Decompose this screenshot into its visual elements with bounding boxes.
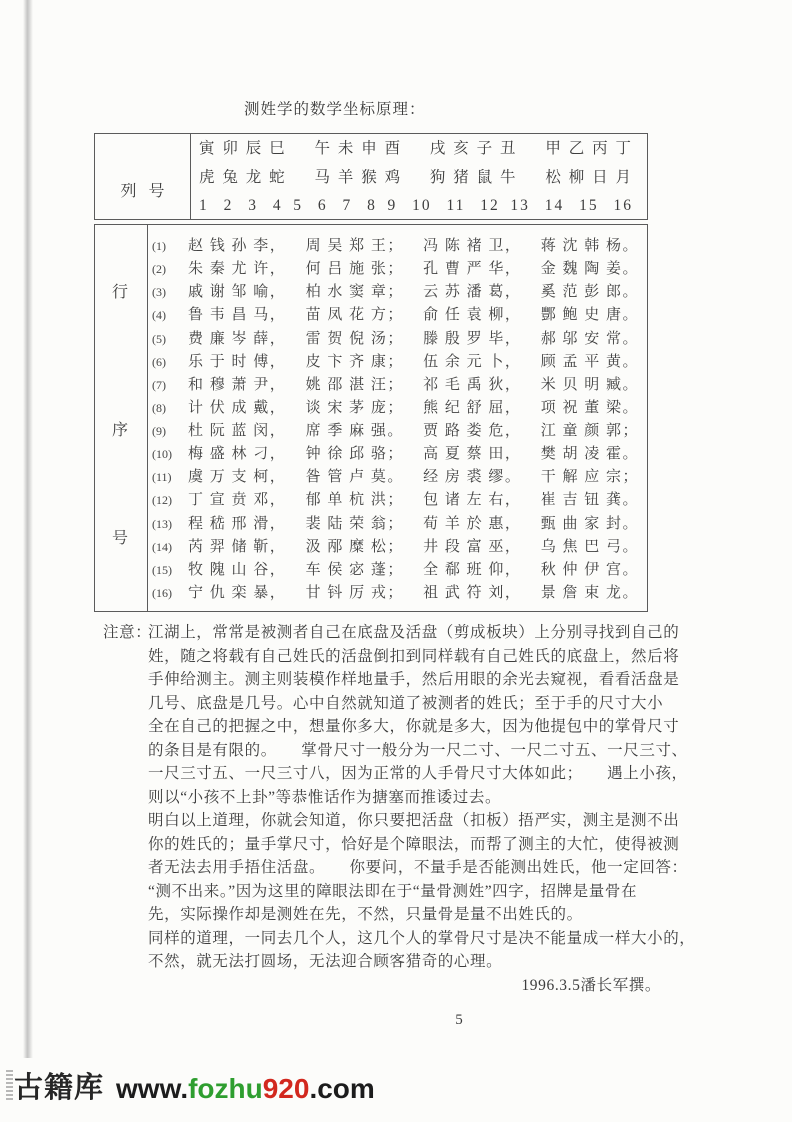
surname-group: 梅 盛 林 刁， — [188, 446, 287, 463]
note-line: 明白以上道理，你就会知道，你只要把活盘（扣板）捂严实，测主是测不出 — [148, 812, 680, 829]
surname-group: 虞 万 支 柯， — [188, 469, 287, 486]
surname-group: 周 吴 郑 王； — [305, 238, 404, 254]
surname-group: 云 苏 潘 葛， — [423, 284, 522, 301]
surname-group: 戚 谢 邹 喻， — [188, 284, 287, 301]
row-surnames — [188, 280, 641, 301]
note-line: 姓，随之将载有自己姓氏的活盘倒扣到同样载有自己姓氏的底盘上，然后将 — [148, 647, 680, 665]
surname-group: 宁 仇 栾 暴， — [188, 584, 287, 601]
surname-group: 郝 邬 安 常。 — [540, 330, 639, 347]
note-line: 者无法去用手捂住活盘。 你要问，不量手是否能测出姓氏，他一定回答： — [148, 859, 688, 876]
surname-group: 和 穆 萧 尹， — [188, 376, 287, 393]
surname-group: 朱 秦 尤 许， — [188, 261, 287, 278]
surname-group: 金 魏 陶 姜。 — [540, 261, 639, 278]
watermark-url-920: 920 — [262, 1073, 310, 1104]
surname-group: 崔 吉 钮 龚。 — [540, 492, 639, 509]
signature-date: 1996.3.5潘长军撰。 — [521, 976, 661, 994]
surname-group: 郁 单 杭 洪； — [305, 492, 404, 509]
earthly-branches-row — [199, 140, 633, 158]
row-number: (13) — [152, 516, 172, 531]
surname-group: 苗 凤 花 方； — [305, 307, 404, 324]
number-group: 9 10 11 12 — [387, 197, 500, 215]
note-label: 注意： — [103, 624, 152, 641]
note-line: 同样的道理，一同去几个人，这几个人的掌骨尺寸是决不能量成一样大小的， — [148, 929, 696, 947]
branch-group: 午 未 申 酉 — [314, 140, 403, 157]
surname-group: 牧 隗 山 谷， — [188, 561, 287, 578]
table-row — [150, 280, 641, 301]
surname-group: 项 祝 董 梁。 — [540, 399, 639, 416]
row-number: (14) — [152, 539, 172, 554]
surname-group: 全 郗 班 仰， — [423, 561, 522, 578]
surname-group: 井 段 富 巫， — [423, 538, 522, 555]
animal-group: 松 柳 日 月 — [545, 168, 633, 186]
animal-group: 虎 兔 龙 蛇 — [199, 168, 287, 186]
column-header-cells — [191, 134, 647, 219]
surname-group: 柏 水 窦 章； — [305, 284, 404, 301]
surname-group: 芮 羿 储 靳， — [188, 538, 287, 555]
surname-group: 包 诸 左 右， — [423, 492, 522, 509]
row-surnames — [188, 465, 641, 486]
surname-group: 景 詹 束 龙。 — [540, 584, 639, 601]
surname-group: 贾 路 娄 危， — [423, 423, 522, 439]
row-number: (2) — [152, 262, 166, 277]
row-axis-label: 行 — [112, 284, 129, 301]
surname-group: 姚 邵 湛 汪； — [305, 376, 404, 393]
animal-group: 马 羊 猴 鸡 — [314, 168, 403, 186]
surname-group: 奚 范 彭 郎。 — [540, 284, 639, 301]
surname-group: 鲁 韦 昌 马， — [188, 307, 287, 324]
page-number: 5 — [455, 1012, 463, 1028]
note-line: “测不出来。”因为这里的障眼法即在于“量骨测姓”四字，招牌是量骨在 — [148, 882, 638, 900]
watermark-site-name: 古籍库 — [14, 1072, 105, 1104]
surname-group: 汲 邴 糜 松； — [305, 538, 404, 555]
table-row — [150, 350, 641, 371]
surname-group: 甄 曲 家 封。 — [540, 515, 639, 532]
number-group: 1 2 3 4 — [199, 197, 283, 215]
branch-group: 戌 亥 子 丑 — [429, 140, 518, 157]
row-surnames — [188, 234, 641, 255]
surname-group: 乌 焦 巴 弓。 — [540, 538, 639, 555]
surname-group: 伍 余 元 卜， — [423, 353, 522, 370]
row-number: (5) — [152, 331, 166, 346]
table-row — [150, 558, 641, 579]
row-number: (6) — [152, 354, 166, 369]
watermark-url-tld: .com — [309, 1073, 375, 1104]
watermark-url-www: www. — [116, 1073, 189, 1104]
note-line: 不然，就无法打圆场，无法迎合顾客猎奇的心理。 — [148, 953, 503, 970]
surname-group: 何 吕 施 张； — [305, 261, 404, 278]
watermark — [6, 1074, 375, 1103]
row-surnames — [188, 558, 641, 579]
surname-group: 皮 卞 齐 康； — [305, 353, 404, 370]
surname-group: 荀 羊 於 惠， — [423, 515, 522, 532]
surname-group: 席 季 麻 强。 — [305, 423, 404, 439]
surname-group: 雷 贺 倪 汤； — [305, 330, 404, 347]
surname-group: 祁 毛 禹 狄， — [423, 376, 522, 393]
surname-group: 滕 殷 罗 毕， — [423, 330, 522, 347]
surname-group: 昝 管 卢 莫。 — [305, 469, 404, 486]
surname-group: 高 夏 蔡 田， — [423, 446, 522, 463]
note-line: 则以“小孩不上卦”等恭惟话作为搪塞而推诿过去。 — [148, 788, 502, 806]
row-number: (4) — [152, 308, 166, 323]
row-number: (1) — [152, 239, 166, 253]
note-line: 你的姓氏的；量手掌尺寸，恰好是个障眼法，而帮了测主的大忙，使得被测 — [148, 835, 680, 853]
surname-group: 程 嵇 邢 滑， — [188, 515, 287, 532]
surname-group: 钟 徐 邱 骆； — [305, 446, 404, 463]
row-surnames — [188, 419, 641, 440]
branch-group: 寅 卯 辰 巳 — [199, 140, 287, 157]
row-surnames — [188, 350, 641, 371]
row-surnames — [188, 396, 641, 417]
row-surnames — [188, 535, 641, 556]
row-surnames — [188, 303, 641, 324]
corner-label: 列 号 — [120, 183, 165, 200]
row-axis-label: 号 — [112, 530, 129, 547]
row-axis-label: 序 — [112, 422, 129, 439]
table-row — [150, 327, 641, 348]
surname-group: 谈 宋 茅 庞； — [305, 399, 404, 416]
row-number: (16) — [152, 585, 172, 600]
surname-group: 杜 阮 蓝 闵， — [188, 423, 287, 439]
table-row — [150, 512, 641, 533]
column-header-table — [94, 133, 648, 220]
surname-group: 费 廉 岑 薛， — [188, 330, 287, 347]
surname-group: 赵 钱 孙 李， — [188, 238, 287, 254]
watermark-side-mark — [6, 1070, 13, 1100]
scan-binding-streak — [23, 0, 33, 1058]
surname-group: 秋 仲 伊 宫。 — [540, 561, 639, 578]
row-surnames — [188, 488, 641, 509]
page-title: 测姓学的数学坐标原理： — [244, 101, 426, 118]
surname-group: 樊 胡 凌 霍。 — [540, 446, 639, 463]
surname-group: 甘 钭 厉 戎； — [305, 584, 404, 601]
surname-group: 乐 于 时 傅， — [188, 353, 287, 370]
table-row — [150, 488, 641, 509]
row-number: (15) — [152, 562, 172, 577]
row-number: (11) — [152, 470, 172, 485]
number-group: 5 6 7 8 — [293, 197, 377, 215]
surname-rows — [148, 225, 647, 611]
surname-group: 熊 纪 舒 屈， — [423, 399, 522, 416]
row-number: (10) — [152, 447, 172, 462]
surname-group: 江 童 颜 郭； — [540, 423, 639, 439]
surname-group: 祖 武 符 刘， — [423, 584, 522, 601]
row-surnames — [188, 327, 641, 348]
surname-group: 孔 曹 严 华， — [423, 261, 522, 278]
zodiac-animals-row — [199, 169, 633, 187]
note-line: 先，实际操作却是测姓在先，不然，只量骨是量不出姓氏的。 — [148, 906, 583, 923]
row-number: (9) — [152, 424, 166, 438]
row-surnames — [188, 442, 641, 463]
row-number: (12) — [152, 493, 172, 508]
table-row — [150, 373, 641, 394]
table-row — [150, 396, 641, 417]
number-group: 13 14 15 16 — [510, 197, 633, 215]
row-surnames — [188, 257, 641, 278]
table-row — [150, 465, 641, 486]
surname-group: 俞 任 袁 柳， — [423, 307, 522, 324]
table-row — [150, 257, 641, 278]
table-row — [150, 234, 641, 255]
table-row — [150, 535, 641, 556]
surname-group: 丁 宣 贲 邓， — [188, 492, 287, 509]
row-number: (7) — [152, 377, 166, 392]
note-line: 一尺三寸五、一尺三寸八，因为正常的人手骨尺寸大体如此； 遇上小孩， — [148, 765, 688, 782]
surname-group: 冯 陈 褚 卫， — [423, 238, 522, 254]
row-number: (3) — [152, 285, 166, 300]
surname-group: 裴 陆 荣 翁； — [305, 515, 404, 532]
note-line: 全在自己的把握之中，想量你多大，你就是多大，因为他提包中的掌骨尺寸 — [148, 718, 680, 735]
watermark-url-fozhu: fozhu — [188, 1073, 263, 1104]
surname-group: 车 侯 宓 蓬； — [305, 561, 404, 578]
surname-group: 干 解 应 宗； — [540, 469, 639, 486]
note-line: 手伸给测主。测主则装模作样地量手，然后用眼的余光去窥视，看看活盘是 — [148, 671, 680, 688]
surname-group: 计 伏 成 戴， — [188, 399, 287, 416]
table-row — [150, 303, 641, 324]
row-surnames — [188, 512, 641, 533]
watermark-url — [116, 1075, 375, 1103]
column-numbers-row — [199, 197, 633, 215]
surname-group: 顾 孟 平 黄。 — [540, 353, 639, 370]
row-number: (8) — [152, 400, 166, 415]
note-section — [103, 621, 695, 997]
note-line: 的条目是有限的。 掌骨尺寸一般分为一尺二寸、一尺二寸五、一尺三寸、 — [148, 741, 688, 759]
branch-group: 甲 乙 丙 丁 — [545, 140, 633, 157]
surname-group: 酆 鲍 史 唐。 — [540, 307, 639, 324]
note-line: 几号、底盘是几号。心中自然就知道了被测者的姓氏；至于手的尺寸大小 — [148, 694, 664, 712]
animal-group: 狗 猪 鼠 牛 — [429, 168, 518, 186]
table-row — [150, 419, 641, 440]
surname-group: 蒋 沈 韩 杨。 — [540, 238, 639, 254]
row-axis-column — [95, 225, 148, 611]
note-line: 江湖上，常常是被测者自己在底盘及活盘（剪成板块）上分别寻找到自己的 — [148, 624, 680, 641]
row-surnames — [188, 581, 641, 602]
table-row — [150, 581, 641, 602]
corner-cell — [95, 134, 191, 219]
row-surnames — [188, 373, 641, 394]
surname-table — [94, 224, 648, 612]
surname-group: 米 贝 明 臧。 — [540, 376, 639, 393]
table-row — [150, 442, 641, 463]
surname-group: 经 房 裘 缪。 — [423, 469, 522, 486]
note-body — [148, 621, 695, 974]
